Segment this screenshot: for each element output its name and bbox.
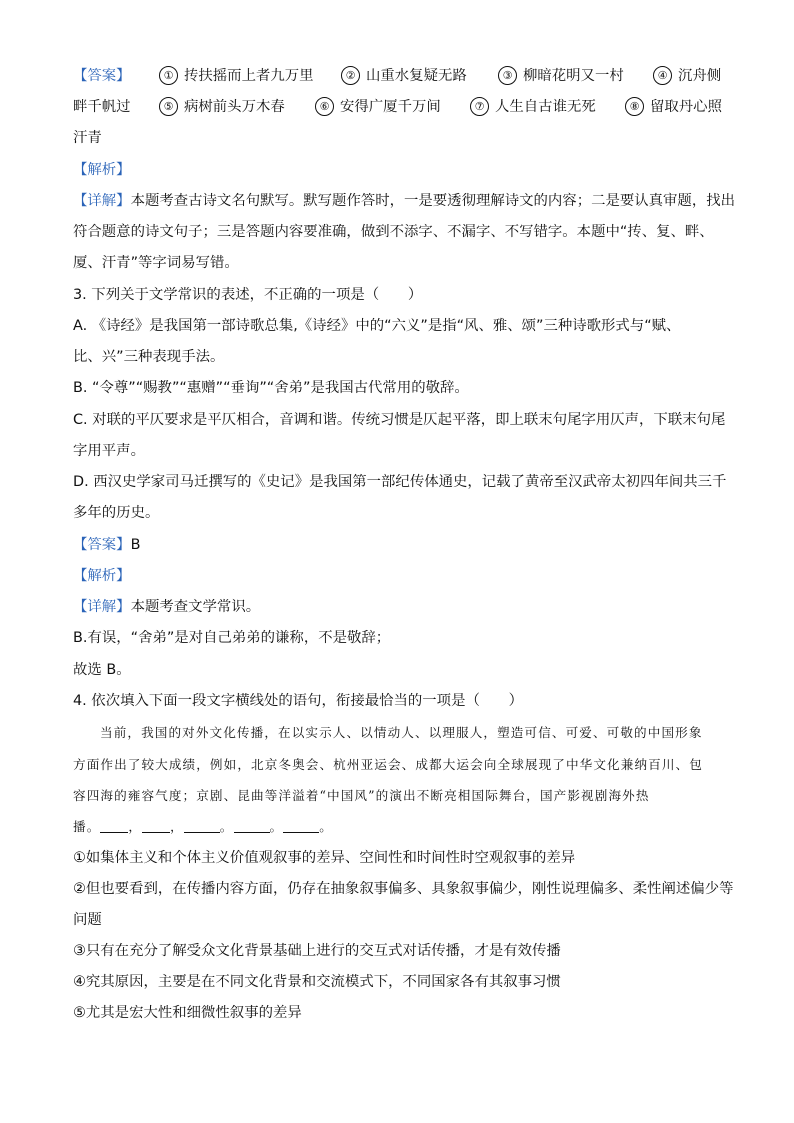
option-b: B. “令尊”“赐教”“惠赠”“垂询”“舍弟”是我国古代常用的敬辞。 — [73, 380, 469, 396]
answer-item: ② 山重水复疑无路 — [341, 66, 467, 86]
answer-item: ⑧ 留取丹心照 — [625, 97, 722, 117]
answer-item: ④ 沉舟侧 — [653, 66, 721, 86]
answer-item: ⑥ 安得广厦千万间 — [315, 97, 441, 117]
passage-line: 当前，我国的对外文化传播，在以实示人、以情动人、以理服人，塑造可信、可爱、可敬的中国形象 — [100, 725, 703, 740]
number-circle-icon: ⑤ — [159, 97, 178, 116]
question-3-stem: 3. 下列关于文学常识的表述，不正确的一项是（ ） — [73, 287, 423, 303]
answer-item: ⑤ 病树前头万木春 — [159, 97, 285, 117]
answer-item-cont: 汗青 — [73, 130, 102, 146]
detail-tag: 【详解】 — [73, 599, 131, 615]
blank-sep: 。 — [269, 819, 284, 834]
question-4-stem: 4. 依次填入下面一段文字横线处的语句，衔接最恰当的一项是（ ） — [73, 693, 524, 709]
option-c-cont: 字用平声。 — [73, 443, 145, 459]
blank-sep: ， — [128, 819, 143, 834]
choice-item: ①如集体主义和个体主义价值观叙事的差异、空间性和时间性时空观叙事的差异 — [73, 850, 576, 866]
detail-line: 符合题意的诗文句子；三是答题内容要准确，做到不添字、不漏字、不写错字。本题中“抟、复、畔、 — [73, 224, 714, 240]
fill-blank — [142, 818, 170, 833]
answer-item-cont: 畔千帆过 — [73, 99, 131, 115]
detail-line: B.有误，“舍弟”是对自己弟弟的谦称，不是敬辞； — [73, 630, 391, 646]
fill-blank — [100, 818, 128, 833]
analysis-tag: 【解析】 — [73, 162, 131, 178]
detail-line: 【详解】本题考查古诗文名句默写。默写题作答时，一是要透彻理解诗文的内容；二是要认真审题，找出 — [73, 193, 735, 209]
analysis-tag: 【解析】 — [73, 568, 131, 584]
answer-line — [73, 535, 140, 555]
answer-item: ③ 柳暗花明又一村 — [498, 66, 624, 86]
number-circle-icon: ⑧ — [625, 97, 644, 116]
blank-sep: 。 — [219, 819, 234, 834]
detail-line: 厦、汗青”等字词易写错。 — [73, 255, 239, 271]
detail-line: 故选 B。 — [73, 662, 131, 678]
fill-blank — [283, 818, 319, 833]
passage-line: 方面作出了较大成绩，例如，北京冬奥会、杭州亚运会、成都大运会向全球展现了中华文化兼纳百川、包 — [73, 757, 703, 772]
detail-tag: 【详解】 — [73, 193, 131, 209]
choice-item: ⑤尤其是宏大性和细微性叙事的差异 — [73, 1005, 302, 1021]
option-d: D. 西汉史学家司马迁撰写的《史记》是我国第一部纪传体通史，记载了黄帝至汉武帝太初四年间共三千 — [73, 474, 727, 490]
choice-item: ④究其原因，主要是在不同文化背景和交流模式下，不同国家各有其叙事习惯 — [73, 974, 561, 990]
number-circle-icon: ② — [341, 66, 360, 85]
answer-value: B — [130, 537, 141, 553]
answer-item: ① 抟扶摇而上者九万里 — [159, 66, 314, 86]
fill-blank — [184, 818, 220, 833]
answer-tag: 【答案】 — [73, 68, 131, 84]
option-c: C. 对联的平仄要求是平仄相合，音调和谐。传统习惯是仄起平落，即上联末句尾字用仄声，下联末句尾 — [73, 412, 726, 428]
number-circle-icon: ① — [159, 66, 178, 85]
number-circle-icon: ③ — [498, 66, 517, 85]
detail-line: 【详解】本题考查文学常识。 — [73, 599, 261, 615]
number-circle-icon: ⑥ — [315, 97, 334, 116]
blank-sep: 。 — [319, 819, 333, 834]
option-a: A. 《诗经》是我国第一部诗歌总集,《诗经》中的“六义”是指“风、雅、颂”三种诗歌形式与“赋、 — [73, 318, 681, 334]
answer-item: ⑦ 人生自古谁无死 — [470, 97, 596, 117]
answer-tag: 【答案】 — [73, 537, 131, 553]
passage-line: 容四海的雍容气度；京剧、昆曲等洋溢着“中国风”的演出不断亮相国际舞台，国产影视剧海外热 — [73, 788, 650, 803]
blank-sep: ， — [170, 819, 184, 834]
option-a-cont: 比、兴”三种表现手法。 — [73, 349, 225, 365]
passage-blanks-line: 播。 ， ， 。 。 。 — [73, 819, 333, 834]
number-circle-icon: ⑦ — [470, 97, 489, 116]
choice-item: ②但也要看到，在传播内容方面，仍存在抽象叙事偏多、具象叙事偏少，刚性说理偏多、柔性阐述偏少等 — [73, 881, 734, 897]
fill-blank — [234, 818, 270, 833]
choice-item-cont: 问题 — [73, 912, 102, 928]
choice-item: ③只有在充分了解受众文化背景基础上进行的交互式对话传播，才是有效传播 — [73, 943, 561, 959]
number-circle-icon: ④ — [653, 66, 672, 85]
option-d-cont: 多年的历史。 — [73, 505, 160, 521]
